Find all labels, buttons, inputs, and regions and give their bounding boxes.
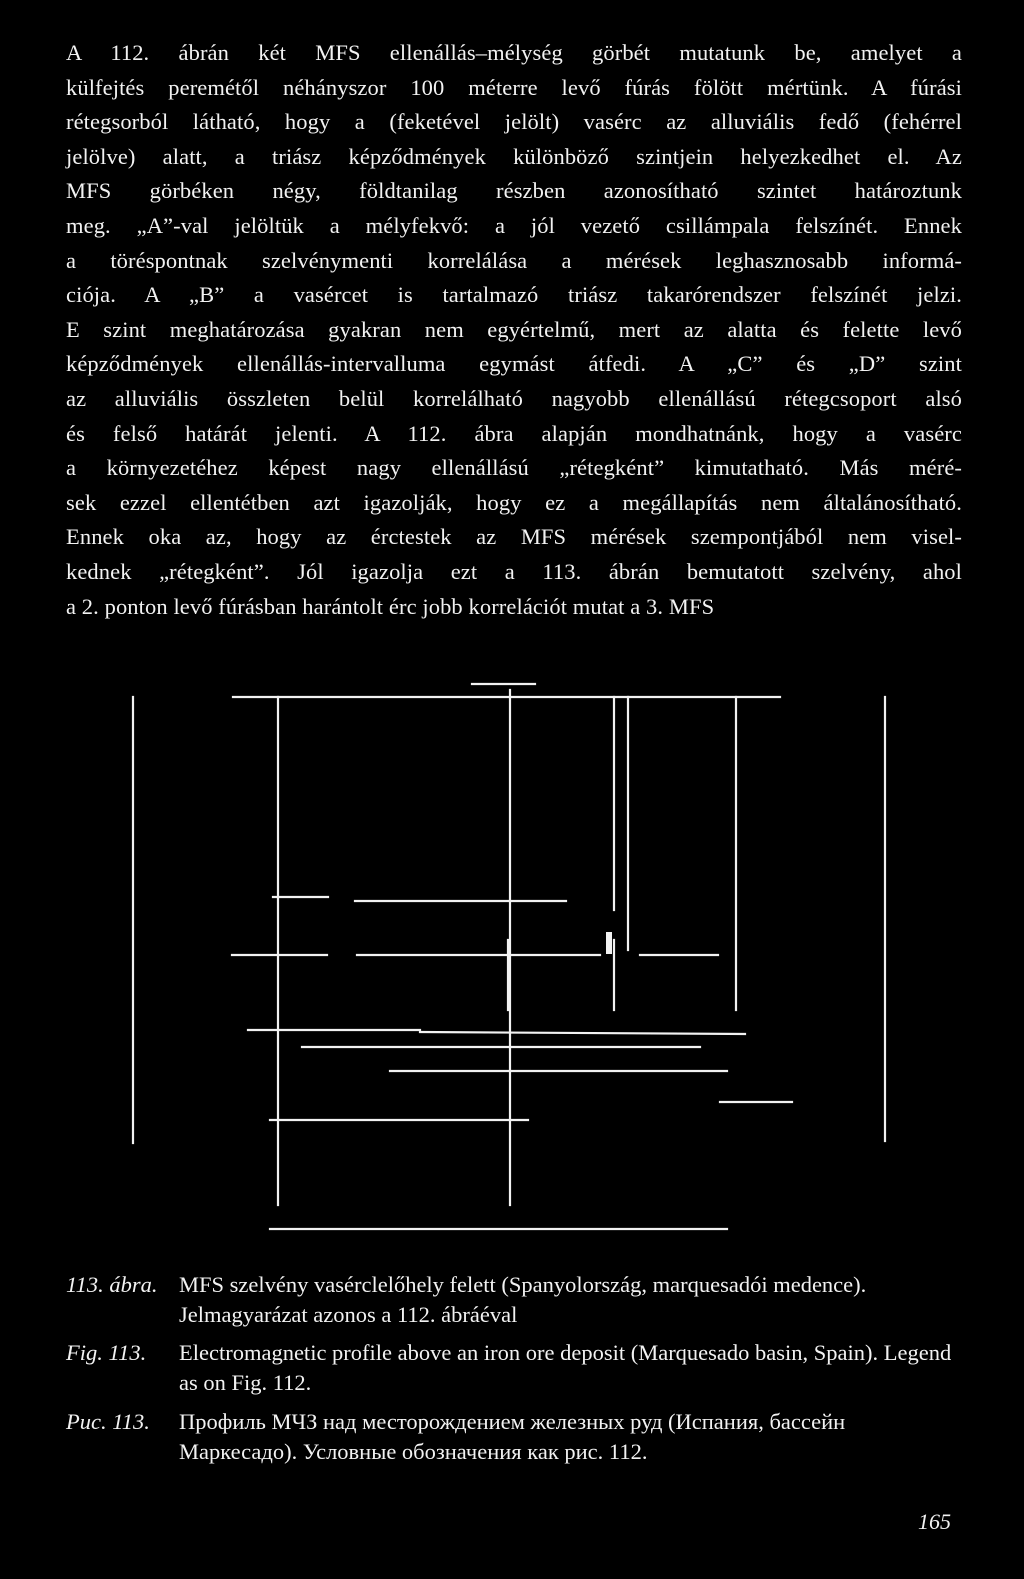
- body-line: az alluviális összleten belül korrelálható nagyobb ellenállású rétegcsoport alsó: [66, 385, 962, 411]
- body-line: sek ezzel ellentétben azt igazolják, hogy ez a megállapítás nem általánosítható.: [66, 489, 962, 515]
- caption-label: 113. ábra.: [66, 1272, 158, 1297]
- body-line: E szint meghatározása gyakran nem egyértelmű, mert az alatta és felette levő: [66, 316, 962, 342]
- caption-label: Fig. 113.: [66, 1340, 147, 1365]
- body-line: ciója. A „B” a vasércet is tartalmazó triász takarórendszer felszínét jelzi.: [66, 282, 962, 308]
- body-line: a környezetéhez képest nagy ellenállású „rétegként” kimutatható. Más méré-: [66, 455, 962, 481]
- body-paragraph: [66, 36, 962, 624]
- level-b-b: [420, 1032, 745, 1034]
- body-line: kednek „rétegként”. Jól igazolja ezt a 113. ábrán bemutatott szelvény, ahol: [66, 558, 962, 584]
- body-line: jelölve) alatt, a triász képződmények különböző szintjein helyezkedhet el. Az: [66, 143, 962, 169]
- caption-hungarian: [66, 1270, 962, 1330]
- body-line: meg. „A”-val jelöltük a mélyfekvő: a jól vezető csillámpala felszínét. Ennek: [66, 212, 962, 238]
- ore-marker: [606, 932, 612, 954]
- caption-label: Рис. 113.: [66, 1409, 150, 1434]
- mfs-profile-figure: [0, 680, 1024, 1260]
- body-line: A 112. ábrán két MFS ellenállás–mélység görbét mutatunk be, amelyet a: [66, 40, 962, 65]
- caption-text: MFS szelvény vasérclelőhely felett (Spanyolország, marquesadói medence). Jelmagyarázat azonos a 112. ábráéval: [179, 1272, 867, 1327]
- mfs-profile-diagram: [0, 680, 1024, 1260]
- body-line: és felső határát jelenti. A 112. ábra alapján mondhatnánk, hogy a vasérc: [66, 420, 962, 446]
- caption-english: [66, 1338, 962, 1398]
- body-line: Ennek oka az, hogy az érctestek az MFS mérések szempontjából nem visel-: [66, 524, 962, 550]
- body-line: külfejtés peremétől néhányszor 100 méterre levő fúrás fölött mértünk. A fúrási: [66, 74, 962, 100]
- body-line: a töréspontnak szelvénymenti korrelálása a mérések leghasznosabb informá-: [66, 247, 962, 273]
- caption-text: Профиль МЧЗ над месторождением железных руд (Испания, бассейн Маркесадо). Условные обозначения как рис. 112.: [179, 1409, 846, 1464]
- caption-text: Electromagnetic profile above an iron ore deposit (Marquesado basin, Spain). Legend as on Fig. 112.: [179, 1340, 952, 1395]
- caption-russian: [66, 1407, 962, 1467]
- body-line: rétegsorból látható, hogy a (feketével jelölt) vasérc az alluviális fedő (fehérrel: [66, 109, 962, 135]
- body-line: a 2. ponton levő fúrásban harántolt érc jobb korrelációt mutat a 3. MFS: [66, 593, 715, 619]
- body-line: képződmények ellenállás-intervalluma egymást átfedi. A „C” és „D” szint: [66, 351, 962, 377]
- page-number: 165: [918, 1509, 951, 1534]
- body-line: MFS görbéken négy, földtanilag részben azonosítható szintet határoztunk: [66, 178, 962, 204]
